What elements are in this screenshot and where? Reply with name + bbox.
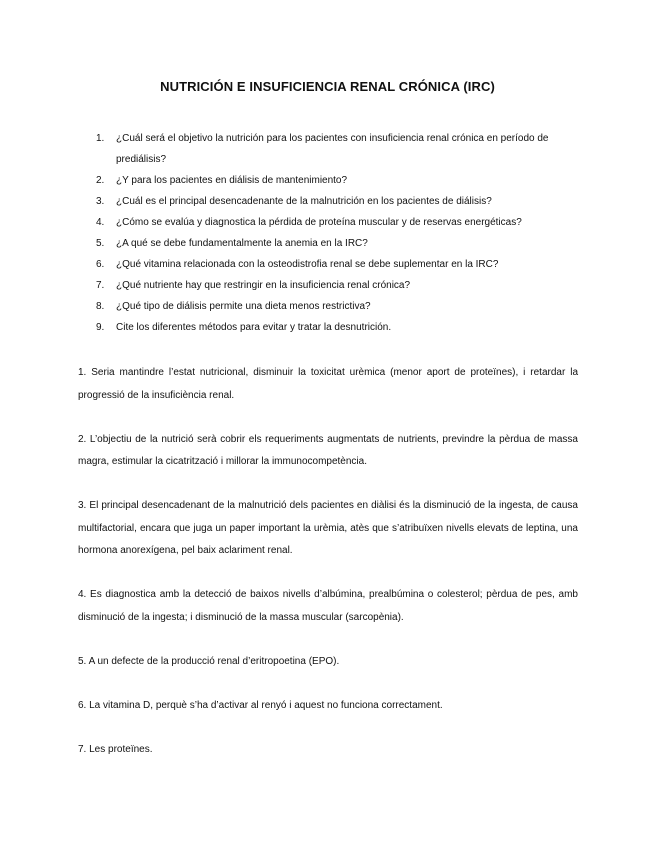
question-number: 6. bbox=[96, 259, 105, 270]
document-title: NUTRICIÓN E INSUFICIENCIA RENAL CRÓNICA (IRC) bbox=[160, 79, 495, 94]
question-number: 3. bbox=[96, 196, 105, 207]
question-text: ¿Cuál es el principal desencadenante de la malnutrición en los pacientes de diálisis? bbox=[116, 196, 492, 207]
question-text: Cite los diferentes métodos para evitar y tratar la desnutrición. bbox=[116, 322, 392, 333]
question-number: 1. bbox=[96, 133, 105, 144]
answer-paragraph: 1. Seria mantindre l’estat nutricional, disminuir la toxicitat urèmica (menor aport de proteïnes), i retardar la progressió de la insuficiència renal. bbox=[78, 367, 578, 401]
question-text: ¿Cuál será el objetivo la nutrición para los pacientes con insuficiencia renal crónica en período de prediálisis? bbox=[116, 133, 549, 165]
answer-paragraph: 7. Les proteïnes. bbox=[78, 743, 153, 755]
question-item bbox=[96, 233, 576, 254]
question-number: 7. bbox=[96, 280, 105, 291]
answer-list bbox=[78, 362, 578, 761]
answer-paragraph: 5. A un defecte de la producció renal d’eritropoetina (EPO). bbox=[78, 655, 340, 667]
question-text: ¿Cómo se evalúa y diagnostica la pérdida de proteína muscular y de reservas energéticas? bbox=[116, 217, 522, 228]
question-text: ¿A qué se debe fundamentalmente la anemia en la IRC? bbox=[116, 238, 368, 249]
question-number: 2. bbox=[96, 175, 105, 186]
question-number: 4. bbox=[96, 217, 105, 228]
answer-paragraph: 2. L’objectiu de la nutrició serà cobrir els requeriments augmentats de nutrients, previndre la pèrdua de massa magra, estimular la cicatrització i millorar la immunocompetència. bbox=[78, 433, 578, 467]
question-list bbox=[96, 128, 576, 338]
question-item bbox=[96, 170, 576, 191]
question-text: ¿Y para los pacientes en diálisis de mantenimiento? bbox=[116, 175, 348, 186]
question-text: ¿Qué vitamina relacionada con la osteodistrofia renal se debe suplementar en la IRC? bbox=[116, 259, 499, 270]
question-number: 5. bbox=[96, 238, 105, 249]
question-item bbox=[96, 128, 576, 170]
question-number: 9. bbox=[96, 322, 105, 333]
answer-paragraph: 3. El principal desencadenant de la malnutrició dels pacientes en diàlisi és la disminució de la ingesta, de causa multifactorial, encara que juga un paper important la urèmia, atès que s’atribuïxen nivells elevats de leptina, una hormona anorexígena, pel baix aclariment renal. bbox=[78, 500, 578, 556]
question-item bbox=[96, 296, 576, 317]
question-text: ¿Qué nutriente hay que restringir en la insuficiencia renal crónica? bbox=[116, 280, 411, 291]
question-item bbox=[96, 254, 576, 275]
question-number: 8. bbox=[96, 301, 105, 312]
answer-paragraph: 4. Es diagnostica amb la detecció de baixos nivells d’albúmina, prealbúmina o colesterol; pèrdua de pes, amb disminució de la ingesta; i disminució de la massa muscular (sarcopènia). bbox=[78, 589, 578, 623]
answer-paragraph: 6. La vitamina D, perquè s’ha d’activar al renyó i aquest no funciona correctament. bbox=[78, 699, 443, 711]
question-item bbox=[96, 275, 576, 296]
question-text: ¿Qué tipo de diálisis permite una dieta menos restrictiva? bbox=[116, 301, 371, 312]
question-item bbox=[96, 191, 576, 212]
question-item bbox=[96, 212, 576, 233]
question-item bbox=[96, 317, 576, 338]
